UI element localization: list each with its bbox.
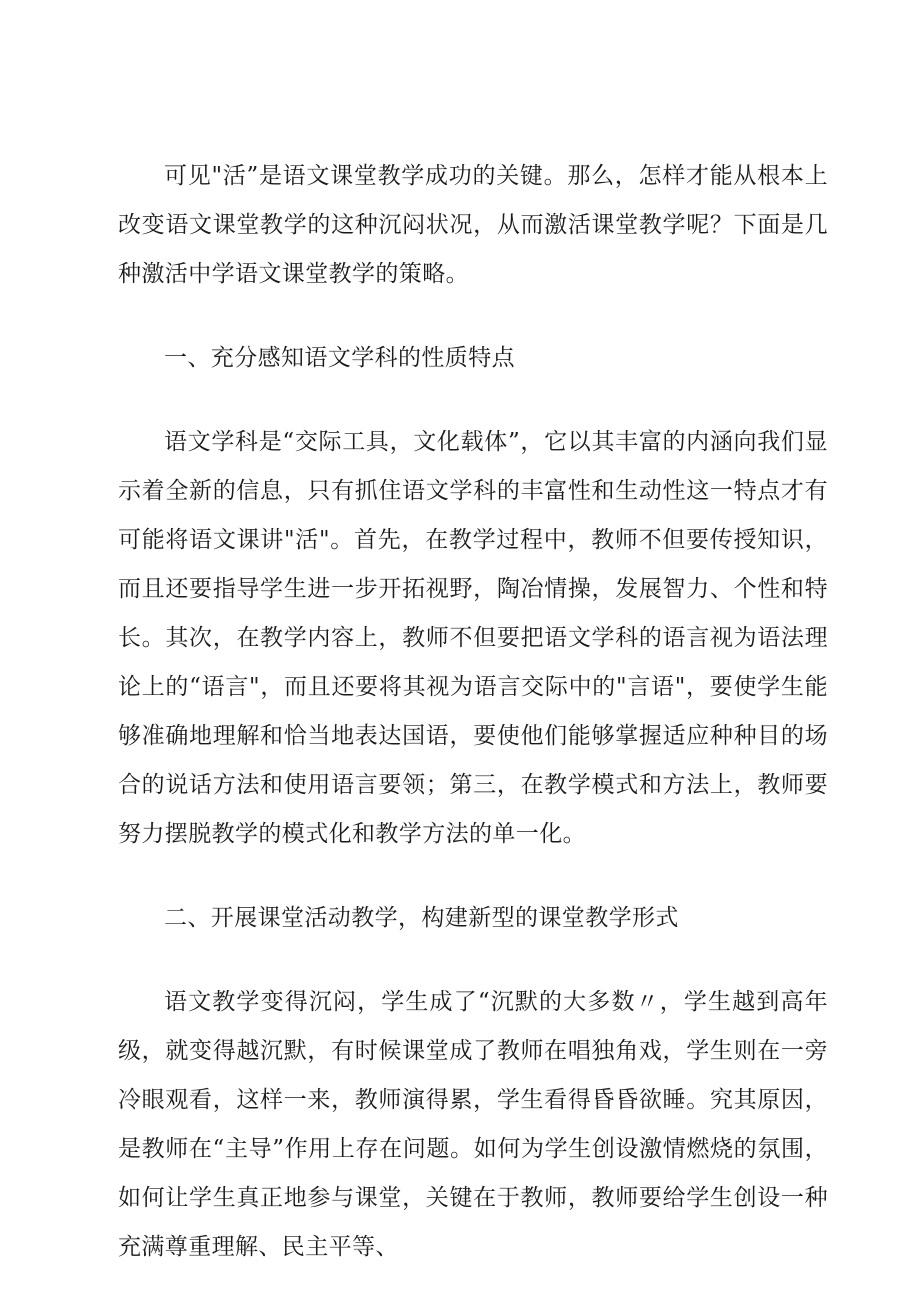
document-body [118,152,828,1307]
paragraph-intro: 可见"活”是语文课堂教学成功的关键。那么，怎样才能从根本上改变语文课堂教学的这种沉闷状况，从而激活课堂教学呢？下面是几种激活中学语文课堂教学的策略。 [118,163,828,287]
section-heading-1: 一、充分感知语文学科的性质特点 [164,345,515,371]
paragraph-section-2: 语文教学变得沉闷，学生成了“沉默的大多数〃，学生越到高年级，就变得越沉默，有时候课堂成了教师在唱独角戏，学生则在一旁冷眼观看，这样一来，教师演得累，学生看得昏昏欲睡。究其原因，是教师在“主导”作用上存在问题。如何为学生创设激情燃烧的氛围，如何让学生真正地参与课堂，关键在于教师，教师要给学生创设一种充满尊重理解、民主平等、 [118,989,828,1260]
paragraph-section-1: 语文学科是“交际工具，文化载体”，它以其丰富的内涵向我们显示着全新的信息，只有抓住语文学科的丰富性和生动性这一特点才有可能将语文课讲"活"。首先，在教学过程中，教师不但要传授知识，而且还要指导学生进一步开拓视野，陶冶情操，发展智力、个性和特长。其次，在教学内容上，教师不但要把语文学科的语言视为语法理论上的“语言"，而且还要将其视为语言交际中的"言语"，要使学生能够准确地理解和恰当地表达国语，要使他们能够掌握适应种种目的场合的说话方法和使用语言要领；第三，在教学模式和方法上，教师要努力摆脱教学的模式化和教学方法的单一化。 [118,429,828,847]
section-heading-2: 二、开展课堂活动教学，构建新型的课堂教学形式 [164,905,679,931]
